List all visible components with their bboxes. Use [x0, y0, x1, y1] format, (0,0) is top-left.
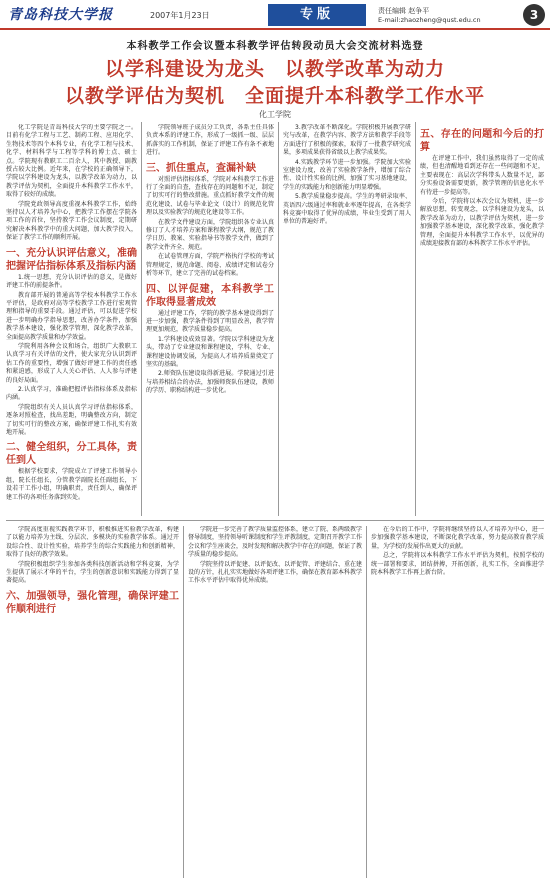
paragraph: 学院积极组织学生参加各类科技创新活动和学科竞赛，为学生提供了展示才华的平台，学生的创新意识和实践能力得到了显著提高。	[6, 560, 179, 585]
paragraph: 总之，学院将以本科教学工作水平评估为契机，按照学校的统一部署和要求，团结拼搏，开拓创新，扎实工作，全面推进学院本科教学工作再上新台阶。	[371, 552, 544, 577]
paragraph: 今后，学院将以本次会议为契机，进一步解放思想，转变观念，以学科建设为龙头，以教学改革为动力，以教学评估为契机，进一步加强教学基本建设，深化教学改革，强化教学管理，全面提升本科教学工作水平，以优异的成绩迎接教育部的本科教学工作水平评估。	[420, 198, 544, 248]
paragraph: 学院利用各种会议和场合，组织广大教职工认真学习有关评估的文件，使大家充分认识到评估工作的重要性，增强了做好评建工作的责任感和紧迫感，形成了人人关心评估、人人参与评建的良好局面。	[6, 342, 137, 384]
paragraph: 在评建工作中，我们虽然取得了一定的成绩，但也清醒地看到还存在一些问题和不足，主要表现在：高层次学科带头人数量不足，部分实验设备需要更新，教学管理的信息化水平有待进一步提高等。	[420, 155, 544, 196]
article-column-4	[420, 124, 544, 516]
section-banner: 专版	[268, 4, 366, 26]
paragraph: 4.实践教学环节进一步加强。学院加大实验室建设力度，改善了实验教学条件，增加了综合性、设计性实验的比例，加强了实习基地建设，学生的实践能力和创新能力明显增强。	[283, 158, 411, 191]
column-divider	[278, 122, 279, 516]
column-divider	[141, 122, 142, 516]
section-divider	[6, 520, 544, 521]
article-byline: 化工学院	[259, 110, 291, 119]
responsible-editor: 责任编辑 赵争平	[378, 7, 430, 15]
paragraph: 在今后的工作中，学院将继续坚持以人才培养为中心，进一步加强教学基本建设，不断深化教学改革，努力提高教育教学质量，为学校的发展作出更大的贡献。	[371, 526, 544, 550]
lower-column-3	[371, 526, 544, 878]
article-kicker: 本科教学工作会议暨本科教学评估转段动员大会交流材料选登	[126, 41, 424, 52]
paragraph: 根据学校要求，学院成立了评建工作领导小组，院长任组长，分管教学副院长任副组长，下设若干工作小组，明确职责，责任到人，确保评建工作的各项任务落到实处。	[6, 468, 137, 501]
paragraph: 5.教学质量稳步提高。学生的考研录取率、英语四六级通过率和就业率逐年提高，在各类学科竞赛中取得了优异的成绩，毕业生受到了用人单位的普遍好评。	[283, 193, 411, 226]
paragraph: 学院高度重视实践教学环节，积极推进实验教学改革，构建了以能力培养为主线、分层次、多模块的实验教学体系。通过开设综合性、设计性实验，培养学生的综合实践能力和创新精神，取得了良好的教学效果。	[6, 526, 179, 559]
headline-line-2: 以教学评估为契机 全面提升本科教学工作水平	[64, 85, 485, 107]
section-heading: 五、存在的问题和今后的打算	[420, 129, 544, 153]
paragraph: 对照评估指标体系，学院对本科教学工作进行了全面的自查，查找存在的问题和不足，制定了切实可行的整改措施。重点抓好教学文件的规范化建设、试卷与毕业论文（设计）的规范化管理以及实验教学的规范化建设等工作。	[146, 175, 274, 217]
article-column-3	[283, 124, 411, 516]
paragraph: 在试卷管理方面，学院严格执行学校的考试管理规定，规范命题、阅卷、成绩评定和试卷分析等环节，建立了完善的试卷档案。	[146, 253, 274, 278]
article-column-1	[6, 124, 137, 516]
paragraph: 学院领导班子成员分工负责，各系主任具体负责本系的评建工作，形成了一级抓一级、层层抓落实的工作机制，保证了评建工作有条不紊地进行。	[146, 124, 274, 157]
column-divider	[415, 122, 416, 516]
paragraph: 学院党政领导高度重视本科教学工作，始终坚持以人才培养为中心，把教学工作摆在学院各项工作的首位，坚持教学工作会议制度，定期研究解决本科教学中的重大问题，加大教学投入，保证了教学工作的顺利开展。	[6, 200, 137, 242]
issue-date: 2007年1月23日	[150, 11, 210, 20]
paragraph: 2.师资队伍建设取得新进展。学院通过引进与培养相结合的办法，加强师资队伍建设，教师的学历、职称结构进一步优化。	[146, 370, 274, 395]
section-heading: 四、以评促建，本科教学工作取得显著成效	[146, 283, 274, 308]
paragraph: 在教学文件建设方面，学院组织各专业认真修订了人才培养方案和课程教学大纲，规范了教学日历、教案、实验指导书等教学文件，做到了教学文件齐全、规范。	[146, 218, 274, 251]
page-number-badge: 3	[523, 4, 545, 26]
section-heading: 六、加强领导，强化管理，确保评建工作顺利进行	[6, 590, 179, 615]
masthead	[0, 0, 550, 30]
paragraph: 通过评建工作，学院的教学基本建设得到了进一步加强，教学条件得到了明显改善，教学管理更加规范，教学质量稳步提高。	[146, 309, 274, 334]
lower-column-1	[6, 526, 179, 878]
section-heading: 一、充分认识评估意义，准确把握评估指标体系及指标内涵	[6, 247, 137, 272]
paragraph: 教育部开展的普通高等学校本科教学工作水平评估，是政府对高等学校教学工作进行宏观管理和指导的重要手段。通过评估，可以促进学校进一步明确办学指导思想，改善办学条件，加强教学基本建设，强化教学管理，深化教学改革，全面提高教学质量和办学效益。	[6, 291, 137, 341]
paragraph: 1.学科建设成效显著。学院以学科建设为龙头，带动了专业建设和课程建设，学科、专业、课程建设协调发展，为提高人才培养质量奠定了坚实的基础。	[146, 335, 274, 368]
paragraph: 化工学院是青岛科技大学的主要学院之一。目前有化学工程与工艺、制药工程、应用化学、生物技术等四个本科专业，有化学工程与技术、化学、材料科学与工程等学科的博士点、硕士点。学院现有教职工二百余人，其中教授、副教授占较大比例。近年来，在学校的正确领导下，学院以学科建设为龙头，以教学改革为动力，以教学评估为契机，全面提升本科教学工作水平，取得了较好的成绩。	[6, 124, 137, 199]
newspaper-logo: 青岛科技大学报	[8, 7, 113, 23]
paragraph: 学院组织有关人员认真学习评估指标体系，逐条对照检查，找出差距，明确整改方向，制定了切实可行的整改方案，确保评建工作扎实有效地开展。	[6, 403, 137, 436]
lower-column-2	[188, 526, 362, 878]
paragraph: 2.认真学习，准确把握评估指标体系及指标内涵。	[6, 385, 137, 402]
section-heading: 二、健全组织，分工具体，责任到人	[6, 442, 137, 467]
editor-email: E-mail:zhaozheng@qust.edu.cn	[378, 16, 481, 24]
column-divider	[366, 526, 367, 878]
paragraph: 学院进一步完善了教学质量监控体系，建立了院、系两级教学督导制度，坚持领导听课制度和学生评教制度，定期召开教学工作会议和学生座谈会，及时发现和解决教学中存在的问题，保证了教学质量的稳步提高。	[188, 526, 362, 559]
paragraph: 3.教学改革不断深化。学院积极开展教学研究与改革，在教学内容、教学方法和教学手段等方面进行了积极的探索，取得了一批教学研究成果，多项成果获得省级以上教学成果奖。	[283, 124, 411, 157]
section-heading: 三、抓住重点，查漏补缺	[146, 162, 256, 174]
paragraph: 1.统一思想，充分认识评估的意义，是做好评建工作的前提条件。	[6, 273, 137, 290]
paragraph: 学院坚持以评促建、以评促改、以评促管、评建结合、重在建设的方针，扎扎实实地做好各项评建工作，确保在教育部本科教学工作水平评估中取得优异成绩。	[188, 560, 362, 585]
headline-line-1: 以学科建设为龙头 以教学改革为动力	[104, 58, 445, 80]
article-column-2	[146, 124, 274, 516]
column-divider	[183, 526, 184, 878]
